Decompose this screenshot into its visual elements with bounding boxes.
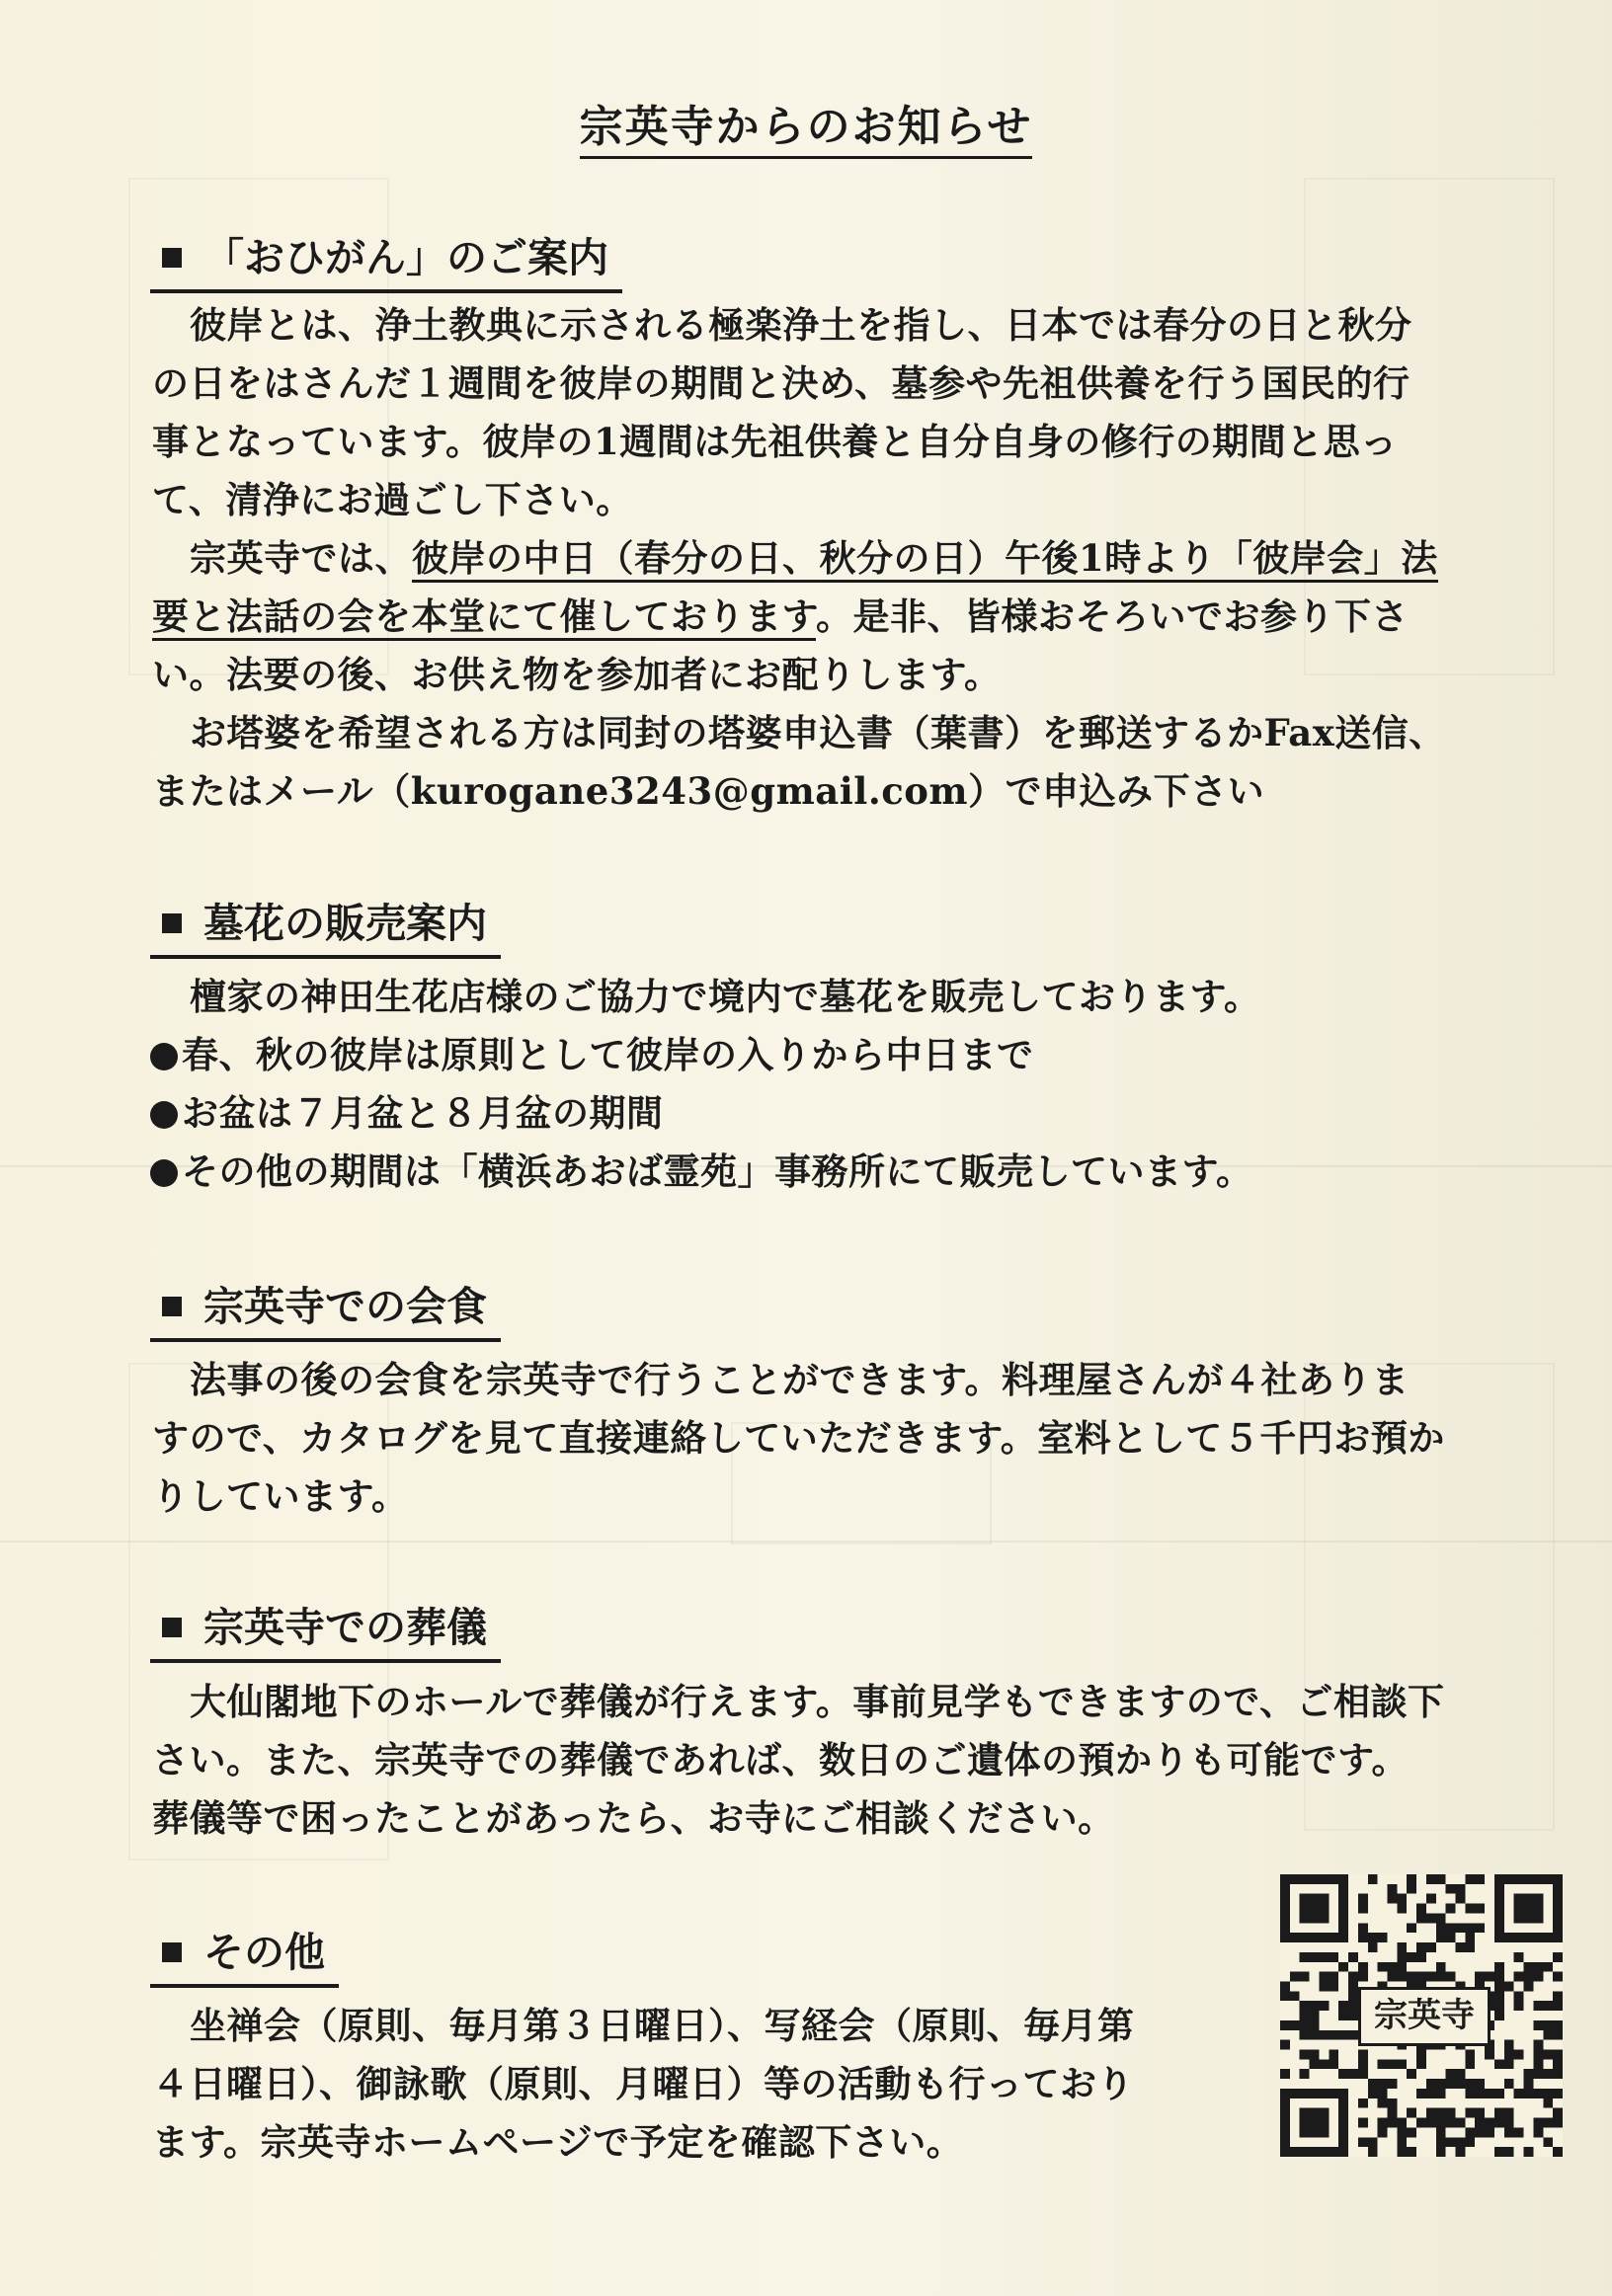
body-line: の日をはさんだ１週間を彼岸の期間と決め、墓参や先祖供養を行う国民的行: [152, 361, 1410, 405]
section-heading-ohigan: [150, 225, 622, 293]
square-bullet-icon: [162, 1297, 182, 1316]
page-title: [0, 91, 1612, 154]
section-body-sougi: [152, 1673, 1491, 1848]
body-line: 彼岸とは、浄土教典に示される極楽浄土を指し、日本では春分の日と秋分: [190, 303, 1412, 347]
section-body-bohana: [152, 968, 1491, 1201]
body-line: [152, 529, 1491, 588]
section-heading-text: 「おひがん」のご案内: [203, 234, 608, 281]
body-line: 法事の後の会食を宗英寺で行うことができます。料理屋さんが４社ありま: [190, 1358, 1410, 1401]
body-line: い。法要の後、お供え物を参加者にお配りします。: [152, 653, 1002, 696]
body-line: すので、カタログを見て直接連絡していただきます。室料として５千円お預か: [152, 1416, 1445, 1460]
section-body-sonota: [152, 1997, 1239, 2172]
section-heading-text: その他: [203, 1929, 325, 1976]
body-line: お塔婆を希望される方は同封の塔婆申込書（葉書）を郵送するかFax送信、: [190, 711, 1446, 754]
body-text: 宗英寺では、: [190, 536, 412, 580]
bullet-dot-icon: [150, 1043, 178, 1070]
body-line: またはメール（kurogane3243@gmail.com）で申込み下さい: [152, 769, 1265, 813]
section-heading-sonota: [150, 1920, 339, 1988]
body-line: 事となっています。彼岸の1週間は先祖供養と自分自身の修行の期間と思っ: [152, 420, 1398, 463]
body-line: [152, 588, 1491, 646]
body-line: 坐禅会（原則、毎月第３日曜日）、写経会（原則、毎月第: [190, 2004, 1135, 2047]
square-bullet-icon: [162, 1618, 182, 1637]
section-heading-sougi: [150, 1595, 501, 1663]
square-bullet-icon: [162, 1942, 182, 1962]
section-heading-text: 宗英寺での会食: [203, 1283, 487, 1330]
body-line: 檀家の神田生花店様のご協力で境内で墓花を販売しております。: [190, 975, 1261, 1018]
bullet-item: [150, 1084, 1491, 1143]
underlined-text: 彼岸の中日（春分の日、秋分の日）午後1時より「彼岸会」法: [412, 536, 1438, 583]
section-heading-kaishoku: [150, 1274, 501, 1342]
bullet-text: お盆は７月盆と８月盆の期間: [182, 1091, 664, 1135]
square-bullet-icon: [162, 248, 182, 268]
bullet-item: [150, 1143, 1491, 1201]
section-heading-text: 宗英寺での葬儀: [203, 1604, 487, 1651]
bullet-item: [150, 1026, 1491, 1084]
body-line: さい。また、宗英寺での葬儀であれば、数日のご遺体の預かりも可能です。: [152, 1738, 1410, 1781]
section-body-kaishoku: [152, 1351, 1491, 1526]
body-text: 。是非、皆様おそろいでお参り下さ: [816, 594, 1410, 638]
section-heading-bohana: [150, 891, 501, 959]
bullet-dot-icon: [150, 1101, 178, 1129]
paper-fold-line: [0, 1541, 1612, 1543]
body-line: りしています。: [152, 1474, 409, 1518]
page-title-text: 宗英寺からのお知らせ: [580, 102, 1033, 159]
square-bullet-icon: [162, 913, 182, 933]
underlined-text: 要と法話の会を本堂にて催しております: [152, 594, 816, 641]
body-line: ４日曜日）、御詠歌（原則、月曜日）等の活動も行っており: [152, 2062, 1134, 2105]
qr-code-label: 宗英寺: [1358, 1987, 1491, 2046]
bullet-text: その他の期間は「横浜あおば霊苑」事務所にて販売しています。: [182, 1149, 1253, 1193]
section-heading-text: 墓花の販売案内: [203, 900, 487, 947]
body-line: 大仙閣地下のホールで葬儀が行えます。事前見学もできますので、ご相談下: [190, 1680, 1445, 1723]
body-line: て、清浄にお過ごし下さい。: [152, 478, 633, 521]
body-line: ます。宗英寺ホームページで予定を確認下さい。: [152, 2120, 964, 2164]
bullet-text: 春、秋の彼岸は原則として彼岸の入りから中日まで: [182, 1033, 1034, 1076]
bullet-dot-icon: [150, 1159, 178, 1187]
body-line: 葬儀等で困ったことがあったら、お寺にご相談ください。: [152, 1796, 1115, 1840]
section-body-ohigan: [152, 296, 1491, 821]
